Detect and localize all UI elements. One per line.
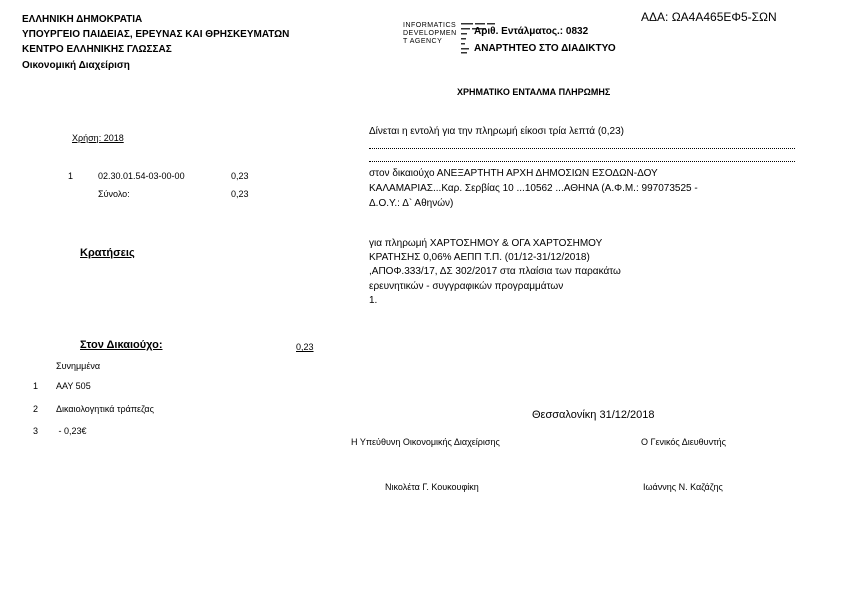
attachment-item: - 0,23€	[56, 426, 87, 436]
line-amount: 0,23	[231, 171, 249, 181]
logo-line-2: DEVELOPMEN	[403, 30, 457, 37]
attachment-item: ΑΑΥ 505	[56, 381, 91, 391]
purpose-line-3: ,ΑΠΟΦ.333/17, ΔΣ 302/2017 στα πλαίσια των παρακάτω	[369, 266, 621, 277]
signatory-role: Η Υπεύθυνη Οικονομικής Διαχείρισης	[351, 437, 500, 447]
logo	[403, 22, 457, 46]
line-number: 1	[68, 171, 74, 181]
posted-online-label: ΑΝΑΡΤΗΤΕΟ ΣΤΟ ΔΙΑΔΙΚΤΥΟ	[474, 43, 616, 54]
payment-order-text: Δίνεται η εντολή για την πληρωμή είκοσι τρία λεπτά (0,23)	[369, 126, 624, 137]
beneficiary-amount: 0,23	[296, 342, 314, 352]
purpose-line-1: για πληρωμή ΧΑΡΤΟΣΗΜΟΥ & ΟΓΑ ΧΑΡΤΟΣΗΜΟΥ	[369, 238, 603, 249]
purpose-line-2: ΚΡΑΤΗΣΗΣ 0,06% ΑΕΠΠ Τ.Π. (01/12-31/12/2018)	[369, 252, 590, 263]
dotted-line	[369, 148, 795, 149]
total-label: Σύνολο:	[98, 189, 130, 199]
payee-line-1: στον δικαιούχο ΑΝΕΞΑΡΤΗΤΗ ΑΡΧΗ ΔΗΜΟΣΙΩΝ ΕΣΟΔΩΝ-ΔΟΥ	[369, 168, 658, 179]
attachment-item: Δικαιολογητικά τράπεζας	[56, 404, 154, 414]
header-line-1: ΕΛΛΗΝΙΚΗ ΔΗΜΟΚΡΑΤΙΑ	[22, 14, 143, 25]
logo-line-1: INFORMATICS	[403, 22, 457, 29]
signatory-name: Νικολέτα Γ. Κουκουφίκη	[385, 482, 479, 492]
payee-line-3: Δ.Ο.Υ.: Δ` Αθηνών)	[369, 198, 454, 209]
document-title: ΧΡΗΜΑΤΙΚΟ ΕΝΤΑΛΜΑ ΠΛΗΡΩΜΗΣ	[457, 87, 611, 97]
purpose-line-4: ερευνητικών - συγγραφικών προγραμμάτων	[369, 281, 564, 292]
header-line-4: Οικονομική Διαχείριση	[22, 60, 130, 71]
header-line-3: ΚΕΝΤΡΟ ΕΛΛΗΝΙΚΗΣ ΓΛΩΣΣΑΣ	[22, 44, 172, 55]
header-line-2: ΥΠΟΥΡΓΕΙΟ ΠΑΙΔΕΙΑΣ, ΕΡΕΥΝΑΣ ΚΑΙ ΘΡΗΣΚΕΥΜΑΤΩΝ	[22, 29, 290, 40]
dotted-line	[369, 161, 795, 162]
attachments-heading: Συνημμένα	[56, 361, 101, 371]
total-amount: 0,23	[231, 189, 249, 199]
budget-code: 02.30.01.54-03-00-00	[98, 171, 185, 181]
attachment-number: 2	[33, 404, 39, 414]
signatory-name: Ιωάννης Ν. Καζάζης	[643, 482, 723, 492]
place-date: Θεσσαλονίκη 31/12/2018	[532, 409, 655, 421]
deductions-heading: Κρατήσεις	[80, 247, 135, 259]
payee-line-2: ΚΑΛΑΜΑΡΙΑΣ...Καρ. Σερβίας 10 ...10562 ...ΑΘΗΝΑ (Α.Φ.Μ.: 997073525 -	[369, 183, 698, 194]
protocol-number: Αριθ. Εντάλματος.: 0832	[474, 26, 589, 37]
signatory-role: Ο Γενικός Διευθυντής	[641, 437, 726, 447]
attachment-number: 1	[33, 381, 39, 391]
fiscal-year: Χρήση: 2018	[72, 133, 124, 143]
ada-code: ΑΔΑ: ΩΑ4Α465ΕΦ5-ΣΩΝ	[641, 10, 777, 24]
purpose-line-5: 1.	[369, 295, 378, 306]
beneficiary-heading: Στον Δικαιούχο:	[80, 339, 163, 351]
attachment-number: 3	[33, 426, 39, 436]
logo-line-3: T AGENCY	[403, 38, 443, 45]
